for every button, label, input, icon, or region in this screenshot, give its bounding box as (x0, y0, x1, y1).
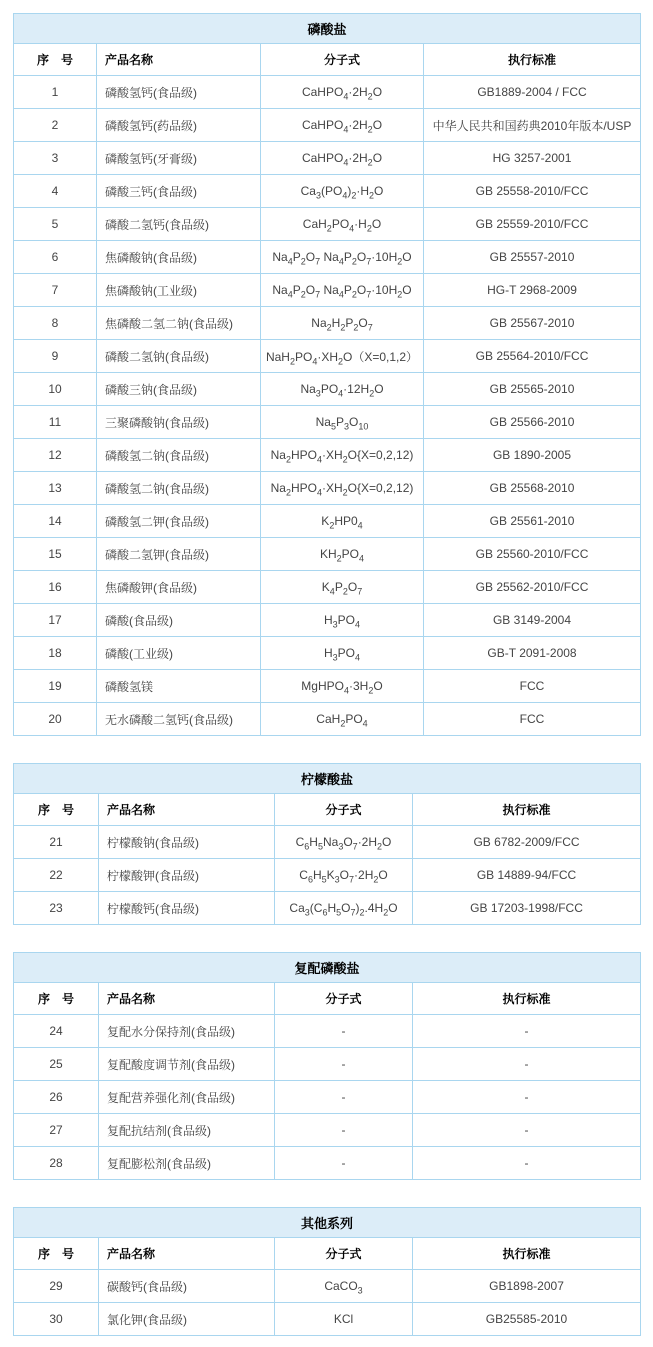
cell-no: 16 (14, 571, 97, 604)
table-title-row (14, 953, 641, 983)
table-row (14, 859, 641, 892)
cell-formula: - (275, 1114, 413, 1147)
cell-product-name: 复配抗结剂(食品级) (99, 1114, 275, 1147)
cell-product-name: 磷酸氢钙(牙膏级) (97, 142, 261, 175)
table-row (14, 1270, 641, 1303)
cell-product-name: 磷酸氢二钠(食品级) (97, 472, 261, 505)
cell-product-name: 磷酸氢钙(食品级) (97, 76, 261, 109)
cell-no: 20 (14, 703, 97, 736)
cell-no: 11 (14, 406, 97, 439)
table-row (14, 637, 641, 670)
cell-no: 28 (14, 1147, 99, 1180)
table-title: 柠檬酸盐 (14, 764, 641, 794)
cell-no: 4 (14, 175, 97, 208)
cell-formula: $H_3PO_4$ (261, 637, 424, 670)
column-header-product-name: 产品名称 (99, 983, 275, 1015)
cell-no: 1 (14, 76, 97, 109)
table-row (14, 1015, 641, 1048)
cell-formula: - (275, 1081, 413, 1114)
cell-standard: GB 3149-2004 (424, 604, 641, 637)
column-header-no: 序 号 (14, 794, 99, 826)
column-header-no: 序 号 (14, 983, 99, 1015)
cell-standard: GB 25562-2010/FCC (424, 571, 641, 604)
cell-standard: - (413, 1015, 641, 1048)
cell-product-name: 复配营养强化剂(食品级) (99, 1081, 275, 1114)
cell-product-name: 磷酸(工业级) (97, 637, 261, 670)
table-row (14, 571, 641, 604)
table-row (14, 1048, 641, 1081)
table-row (14, 1303, 641, 1336)
column-header-standard: 执行标准 (424, 44, 641, 76)
column-header-formula: 分子式 (261, 44, 424, 76)
table-title: 磷酸盐 (14, 14, 641, 44)
table-row (14, 241, 641, 274)
cell-standard: GB1898-2007 (413, 1270, 641, 1303)
column-header-no: 序 号 (14, 1238, 99, 1270)
table-row (14, 307, 641, 340)
cell-standard: - (413, 1147, 641, 1180)
table-header-row (14, 1238, 641, 1270)
cell-no: 21 (14, 826, 99, 859)
table-title-row (14, 1208, 641, 1238)
table-row (14, 472, 641, 505)
table-row (14, 670, 641, 703)
cell-no: 12 (14, 439, 97, 472)
cell-no: 29 (14, 1270, 99, 1303)
cell-formula: $K_2HP0_4$ (261, 505, 424, 538)
table-title-row (14, 764, 641, 794)
cell-standard: GB 25565-2010 (424, 373, 641, 406)
cell-standard: GB 17203-1998/FCC (413, 892, 641, 925)
cell-standard: FCC (424, 670, 641, 703)
table-compound-phosphates (13, 952, 641, 1180)
cell-formula: - (275, 1048, 413, 1081)
table-row (14, 892, 641, 925)
cell-product-name: 焦磷酸钾(食品级) (97, 571, 261, 604)
cell-product-name: 氯化钾(食品级) (99, 1303, 275, 1336)
cell-product-name: 磷酸氢二钾(食品级) (97, 505, 261, 538)
cell-no: 9 (14, 340, 97, 373)
table-row (14, 142, 641, 175)
cell-formula: $K_4P_2O_7$ (261, 571, 424, 604)
cell-no: 15 (14, 538, 97, 571)
cell-product-name: 磷酸二氢钾(食品级) (97, 538, 261, 571)
table-phosphates (13, 13, 641, 736)
cell-standard: GB-T 2091-2008 (424, 637, 641, 670)
cell-standard: GB 25568-2010 (424, 472, 641, 505)
cell-no: 19 (14, 670, 97, 703)
table-title: 其他系列 (14, 1208, 641, 1238)
cell-product-name: 磷酸氢钙(药品级) (97, 109, 261, 142)
cell-formula: $Na_3PO_4\cdot 12H_2O$ (261, 373, 424, 406)
cell-standard: 中华人民共和国药典2010年版本/USP (424, 109, 641, 142)
cell-no: 18 (14, 637, 97, 670)
cell-product-name: 焦磷酸二氢二钠(食品级) (97, 307, 261, 340)
table-row (14, 340, 641, 373)
cell-formula: $Na_5P_3O_{10}$ (261, 406, 424, 439)
cell-no: 17 (14, 604, 97, 637)
column-header-no: 序 号 (14, 44, 97, 76)
cell-no: 7 (14, 274, 97, 307)
cell-standard: GB 25558-2010/FCC (424, 175, 641, 208)
cell-standard: GB 25566-2010 (424, 406, 641, 439)
cell-product-name: 三聚磷酸钠(食品级) (97, 406, 261, 439)
cell-no: 14 (14, 505, 97, 538)
cell-formula: $CaHPO_4\cdot 2H_2O$ (261, 109, 424, 142)
table-title: 复配磷酸盐 (14, 953, 641, 983)
cell-no: 3 (14, 142, 97, 175)
column-header-product-name: 产品名称 (97, 44, 261, 76)
cell-product-name: 复配酸度调节剂(食品级) (99, 1048, 275, 1081)
cell-standard: GB 25567-2010 (424, 307, 641, 340)
cell-product-name: 复配膨松剂(食品级) (99, 1147, 275, 1180)
cell-no: 24 (14, 1015, 99, 1048)
cell-no: 22 (14, 859, 99, 892)
cell-formula: - (275, 1015, 413, 1048)
cell-formula: KCl (275, 1303, 413, 1336)
cell-standard: HG 3257-2001 (424, 142, 641, 175)
cell-formula: $Ca_3(C_6H_5O_7)_2.4H_2O$ (275, 892, 413, 925)
cell-product-name: 磷酸氢二钠(食品级) (97, 439, 261, 472)
cell-standard: HG-T 2968-2009 (424, 274, 641, 307)
cell-formula: $Na_2H_2P_2O_7$ (261, 307, 424, 340)
cell-formula: $C_6H_5Na_3O_7\cdot 2H_2O$ (275, 826, 413, 859)
cell-no: 5 (14, 208, 97, 241)
cell-standard: GB 25561-2010 (424, 505, 641, 538)
cell-product-name: 柠檬酸钠(食品级) (99, 826, 275, 859)
table-row (14, 1081, 641, 1114)
cell-no: 2 (14, 109, 97, 142)
table-row (14, 1147, 641, 1180)
cell-standard: - (413, 1081, 641, 1114)
table-row (14, 505, 641, 538)
cell-standard: GB 25560-2010/FCC (424, 538, 641, 571)
table-row (14, 208, 641, 241)
cell-standard: GB1889-2004 / FCC (424, 76, 641, 109)
cell-product-name: 磷酸氢镁 (97, 670, 261, 703)
cell-formula: CaCO$_3$ (275, 1270, 413, 1303)
table-header-row (14, 794, 641, 826)
cell-formula: $CaHPO_4\cdot 2H_2O$ (261, 142, 424, 175)
cell-standard: GB 1890-2005 (424, 439, 641, 472)
cell-product-name: 磷酸(食品级) (97, 604, 261, 637)
cell-formula: $CaH_2PO_4\cdot H_2O$ (261, 208, 424, 241)
cell-no: 26 (14, 1081, 99, 1114)
table-row (14, 703, 641, 736)
table-row (14, 826, 641, 859)
column-header-product-name: 产品名称 (99, 794, 275, 826)
cell-no: 27 (14, 1114, 99, 1147)
cell-no: 10 (14, 373, 97, 406)
cell-formula: $Na_2HPO_4\cdot XH_2O\{X=0,2,12)$ (261, 472, 424, 505)
column-header-product-name: 产品名称 (99, 1238, 275, 1270)
cell-formula: $H_3PO_4$ (261, 604, 424, 637)
cell-product-name: 磷酸二氢钠(食品级) (97, 340, 261, 373)
cell-formula: - (275, 1147, 413, 1180)
column-header-formula: 分子式 (275, 794, 413, 826)
table-row (14, 604, 641, 637)
cell-formula: $KH_2PO_4$ (261, 538, 424, 571)
table-citrates (13, 763, 641, 925)
cell-formula: $C_6H_5K_3O_7\cdot 2H_2O$ (275, 859, 413, 892)
cell-no: 8 (14, 307, 97, 340)
cell-product-name: 焦磷酸钠(工业级) (97, 274, 261, 307)
cell-standard: FCC (424, 703, 641, 736)
column-header-formula: 分子式 (275, 983, 413, 1015)
cell-standard: GB 25564-2010/FCC (424, 340, 641, 373)
cell-no: 30 (14, 1303, 99, 1336)
cell-formula: $Ca_3(PO_4)_2\cdot H_2O$ (261, 175, 424, 208)
column-header-standard: 执行标准 (413, 983, 641, 1015)
cell-standard: GB 14889-94/FCC (413, 859, 641, 892)
table-row (14, 538, 641, 571)
cell-standard: GB25585-2010 (413, 1303, 641, 1336)
table-row (14, 406, 641, 439)
cell-no: 6 (14, 241, 97, 274)
table-row (14, 439, 641, 472)
cell-product-name: 磷酸二氢钙(食品级) (97, 208, 261, 241)
column-header-standard: 执行标准 (413, 794, 641, 826)
cell-no: 23 (14, 892, 99, 925)
cell-product-name: 复配水分保持剂(食品级) (99, 1015, 275, 1048)
table-row (14, 76, 641, 109)
table-row (14, 109, 641, 142)
cell-product-name: 磷酸三钙(食品级) (97, 175, 261, 208)
cell-product-name: 柠檬酸钙(食品级) (99, 892, 275, 925)
table-header-row (14, 983, 641, 1015)
table-row (14, 1114, 641, 1147)
cell-formula: $Na_4P_2O_7$ $Na_4P_2O_7\cdot 10H_2O$ (261, 241, 424, 274)
table-header-row (14, 44, 641, 76)
column-header-standard: 执行标准 (413, 1238, 641, 1270)
cell-no: 25 (14, 1048, 99, 1081)
cell-formula: $Na_4P_2O_7$ $Na_4P_2O_7\cdot 10H_2O$ (261, 274, 424, 307)
cell-no: 13 (14, 472, 97, 505)
cell-standard: - (413, 1048, 641, 1081)
cell-product-name: 柠檬酸钾(食品级) (99, 859, 275, 892)
cell-standard: GB 25559-2010/FCC (424, 208, 641, 241)
cell-standard: GB 6782-2009/FCC (413, 826, 641, 859)
column-header-formula: 分子式 (275, 1238, 413, 1270)
cell-formula: $CaHPO_4\cdot 2H_2O$ (261, 76, 424, 109)
cell-formula: $Na_2HPO_4\cdot XH_2O\{X=0,2,12)$ (261, 439, 424, 472)
table-row (14, 373, 641, 406)
table-title-row (14, 14, 641, 44)
cell-standard: GB 25557-2010 (424, 241, 641, 274)
cell-standard: - (413, 1114, 641, 1147)
cell-formula: $NaH_2PO_4\cdot XH_2O(X=0,1,2)$ (261, 340, 424, 373)
cell-product-name: 焦磷酸钠(食品级) (97, 241, 261, 274)
cell-formula: $MgHPO_4\cdot 3H_2O$ (261, 670, 424, 703)
table-row (14, 274, 641, 307)
cell-formula: $CaH_2PO_4$ (261, 703, 424, 736)
table-other-series (13, 1207, 641, 1336)
cell-product-name: 碳酸钙(食品级) (99, 1270, 275, 1303)
table-row (14, 175, 641, 208)
cell-product-name: 磷酸三钠(食品级) (97, 373, 261, 406)
cell-product-name: 无水磷酸二氢钙(食品级) (97, 703, 261, 736)
